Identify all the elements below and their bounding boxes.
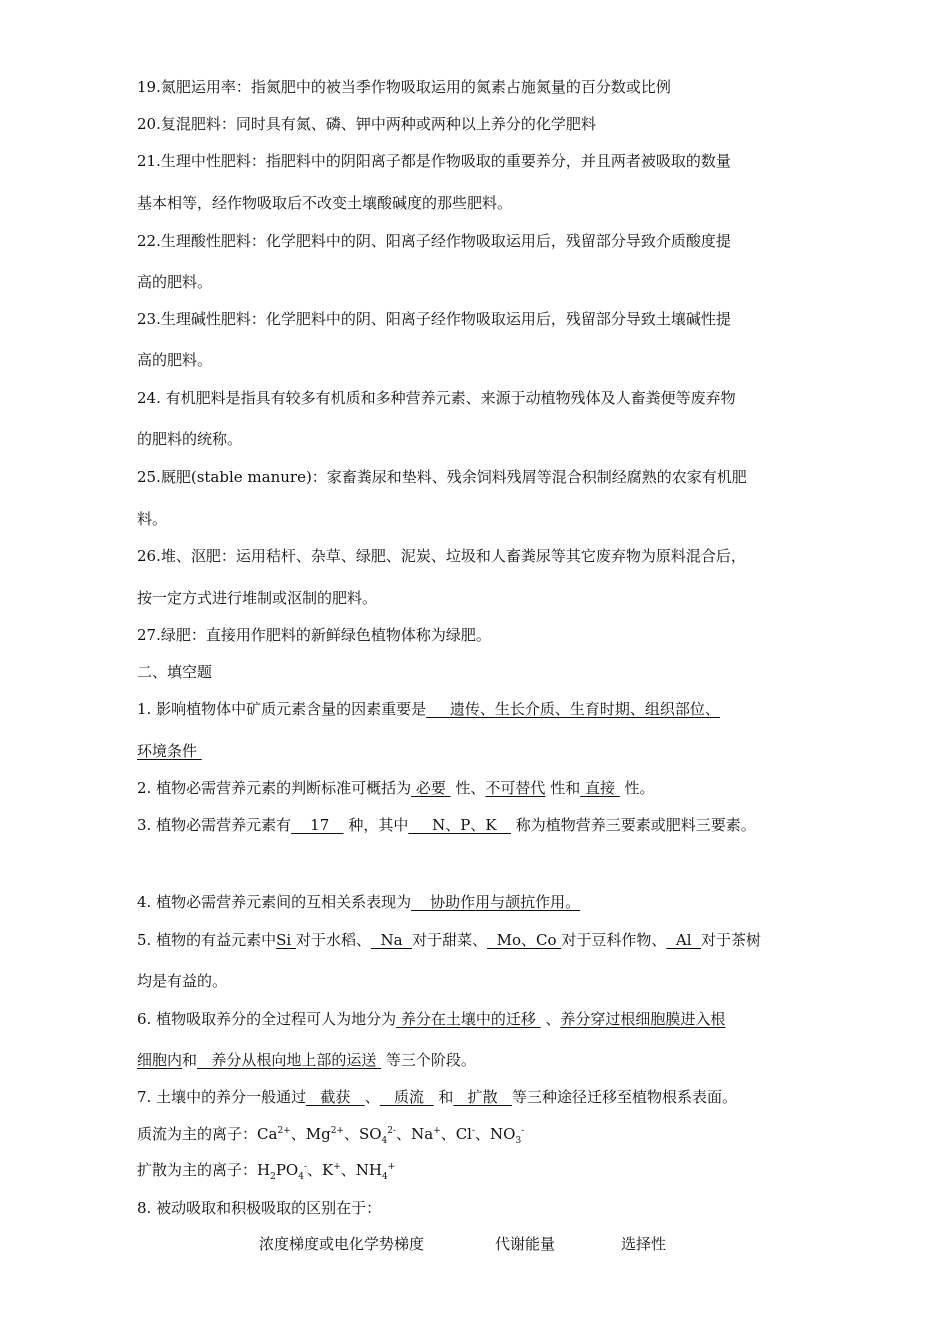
ion-no3-symbol: 、NO (475, 1125, 516, 1143)
question-5-text: 5. 植物的有益元素中 (137, 931, 277, 949)
question-1 (137, 699, 720, 719)
question-5 (137, 930, 761, 950)
ion-cl (441, 1125, 475, 1143)
ion-nh4 (340, 1161, 396, 1182)
question-2-text-1: 性、 (450, 779, 486, 797)
question-7-answer-3: 扩散 (453, 1088, 512, 1106)
question-3-text-1: 种，其中 (343, 816, 409, 834)
question-2-answer-2: 不可替代 (485, 779, 546, 797)
question-3-answer-1: 17 (291, 816, 344, 834)
ion-na-symbol: 、Na (396, 1125, 434, 1143)
question-2-answer-1: 必要 (411, 779, 451, 797)
mass-flow-ions (137, 1124, 524, 1144)
ion-h2po4-symbol-2: PO (275, 1161, 299, 1179)
ion-h2po4-symbol: H (257, 1161, 271, 1179)
ion-so4-charge: 2- (387, 1126, 397, 1136)
diffusion-label: 扩散为主的离子： (137, 1161, 258, 1179)
definition-23-line1: 23.生理碱性肥料：化学肥料中的阴、阳离子经作物吸取运用后，残留部分导致土壤碱性提 (137, 310, 731, 328)
definition-24-line2: 的肥料的统称。 (137, 430, 243, 448)
ion-ca (257, 1125, 291, 1143)
ion-mg-symbol: 、Mg (290, 1125, 331, 1143)
question-7-text-3: 等三种途径迁移至植物根系表面。 (511, 1088, 737, 1106)
ion-h2po4-charge: - (303, 1162, 308, 1172)
definition-27: 27.绿肥：直接用作肥料的新鲜绿色植物体称为绿肥。 (137, 626, 491, 644)
ion-ca-charge: 2+ (277, 1126, 291, 1136)
question-1-answer: 遗传、生长介质、生育时期、组织部位、 (426, 700, 720, 718)
ion-so4-subscript: 4 (381, 1136, 388, 1146)
question-2 (137, 778, 655, 798)
ion-mg-charge: 2+ (330, 1126, 344, 1136)
question-6-text: 6. 植物吸取养分的全过程可人为地分为 (137, 1010, 397, 1028)
question-5-answer-3: Mo、Co (487, 931, 562, 949)
question-2-answer-3: 直接 (580, 779, 620, 797)
question-1-answer-cont: 环境条件 (137, 742, 202, 760)
ion-h2po4 (257, 1161, 308, 1182)
question-6-answer-3: 养分从根向地上部的运送 (197, 1051, 382, 1069)
question-7 (137, 1087, 737, 1107)
ion-mg (291, 1125, 344, 1143)
question-2-text-3: 性。 (619, 779, 655, 797)
question-8: 8. 被动吸取和积极吸取的区别在于： (137, 1199, 382, 1217)
definition-21-line2: 基本相等，经作物吸取后不改变土壤酸碱度的那些肥料。 (137, 194, 513, 212)
question-1-text: 1. 影响植物体中矿质元素含量的因素重要是 (137, 700, 427, 718)
question-5-answer-1: Si (276, 931, 296, 949)
ion-no3-subscript: 3 (515, 1136, 522, 1146)
question-6-answer-2: 养分穿过根细胞膜进入根 (560, 1010, 726, 1028)
question-3-text-2: 称为植物营养三要素或肥料三要素。 (510, 816, 756, 834)
ion-h2po4-subscript-2: 4 (298, 1172, 304, 1182)
question-5-text-1: 对于水稻、 (295, 931, 371, 949)
ion-na-charge: + (433, 1126, 441, 1136)
question-6-text-2: 和 (182, 1051, 198, 1069)
question-4-text: 4. 植物必需营养元素间的互相关系表现为 (137, 893, 412, 911)
question-5-text-4: 对于茶树 (701, 931, 762, 949)
question-4-answer: 协助作用与颉抗作用。 (411, 893, 581, 911)
question-1-line2 (137, 741, 202, 761)
ion-k (307, 1161, 341, 1179)
definition-23-line2: 高的肥料。 (137, 351, 213, 369)
question-4 (137, 892, 580, 912)
ion-na (396, 1125, 441, 1143)
ion-no3-charge: - (521, 1126, 525, 1136)
ion-k-charge: + (333, 1162, 341, 1172)
question-6-text-1: 、 (540, 1010, 561, 1028)
definition-26-line1: 26.堆、沤肥：运用秸杆、杂草、绿肥、泥炭、垃圾和人畜粪尿等其它废弃物为原料混合后， (137, 547, 746, 565)
mass-flow-label: 质流为主的离子： (137, 1125, 258, 1143)
question-7-answer-2: 质流 (379, 1088, 434, 1106)
ion-no3 (475, 1125, 525, 1146)
question-7-text-1: 、 (364, 1088, 380, 1106)
definition-22-line2: 高的肥料。 (137, 273, 213, 291)
question-6-line2 (137, 1050, 476, 1070)
question-7-answer-1: 截获 (306, 1088, 365, 1106)
question-3-text: 3. 植物必需营养元素有 (137, 816, 292, 834)
ion-k-symbol: 、K (307, 1161, 334, 1179)
ion-ca-symbol: Ca (257, 1125, 278, 1143)
question-3-answer-2: N、P、K (408, 816, 511, 834)
question-5-line2: 均是有益的。 (137, 972, 228, 990)
question-3 (137, 815, 756, 835)
question-5-answer-2: Na (370, 931, 413, 949)
question-7-text: 7. 土壤中的养分一般通过 (137, 1088, 307, 1106)
ion-so4 (343, 1125, 397, 1146)
ion-nh4-symbol: 、NH (340, 1161, 382, 1179)
question-5-text-3: 对于豆科作物、 (561, 931, 667, 949)
question-5-answer-4: Al (666, 931, 702, 949)
question-6-answer-1: 养分在土壤中的迁移 (396, 1010, 541, 1028)
ion-so4-symbol: 、SO (343, 1125, 382, 1143)
question-6-text-3: 等三个阶段。 (381, 1051, 476, 1069)
question-2-text-2: 性和 (545, 779, 581, 797)
definition-25-line2: 料。 (137, 510, 168, 528)
table-header-energy: 代谢能量 (495, 1235, 556, 1253)
definition-22-line1: 22.生理酸性肥料：化学肥料中的阴、阳离子经作物吸取运用后，残留部分导致介质酸度提 (137, 232, 731, 250)
definition-21-line1: 21.生理中性肥料：指肥料中的阴阳离子都是作物吸取的重要养分，并且两者被吸取的数量 (137, 152, 731, 170)
definition-26-line2: 按一定方式进行堆制或沤制的肥料。 (137, 589, 378, 607)
definition-25-line1: 25.厩肥(stable manure)：家畜粪尿和垫料、残余饲料残屑等混合积制经腐熟的农家有机肥 (137, 468, 747, 486)
ion-cl-charge: - (471, 1126, 476, 1136)
table-header-selectivity: 选择性 (621, 1235, 667, 1253)
definition-20: 20.复混肥料：同时具有氮、磷、钾中两种或两种以上养分的化学肥料 (137, 115, 596, 133)
diffusion-ions (137, 1160, 395, 1180)
question-2-text: 2. 植物必需营养元素的判断标准可概括为 (137, 779, 412, 797)
definition-24-line1: 24. 有机肥料是指具有较多有机质和多种营养元素、来源于动植物残体及人畜粪便等废弃物 (137, 389, 736, 407)
question-6 (137, 1009, 725, 1029)
table-header-gradient: 浓度梯度或电化学势梯度 (259, 1235, 425, 1253)
question-6-answer-2-cont: 细胞内 (137, 1051, 183, 1069)
question-7-text-2: 和 (433, 1088, 454, 1106)
question-5-text-2: 对于甜菜、 (412, 931, 488, 949)
definition-19: 19.氮肥运用率：指氮肥中的被当季作物吸取运用的氮素占施氮量的百分数或比例 (137, 78, 671, 96)
ion-h2po4-subscript-1: 2 (270, 1172, 276, 1182)
section-title: 二、填空题 (137, 663, 213, 681)
ion-nh4-subscript: 4 (382, 1172, 388, 1182)
ion-nh4-charge: + (387, 1162, 396, 1172)
ion-cl-symbol: 、Cl (440, 1125, 472, 1143)
